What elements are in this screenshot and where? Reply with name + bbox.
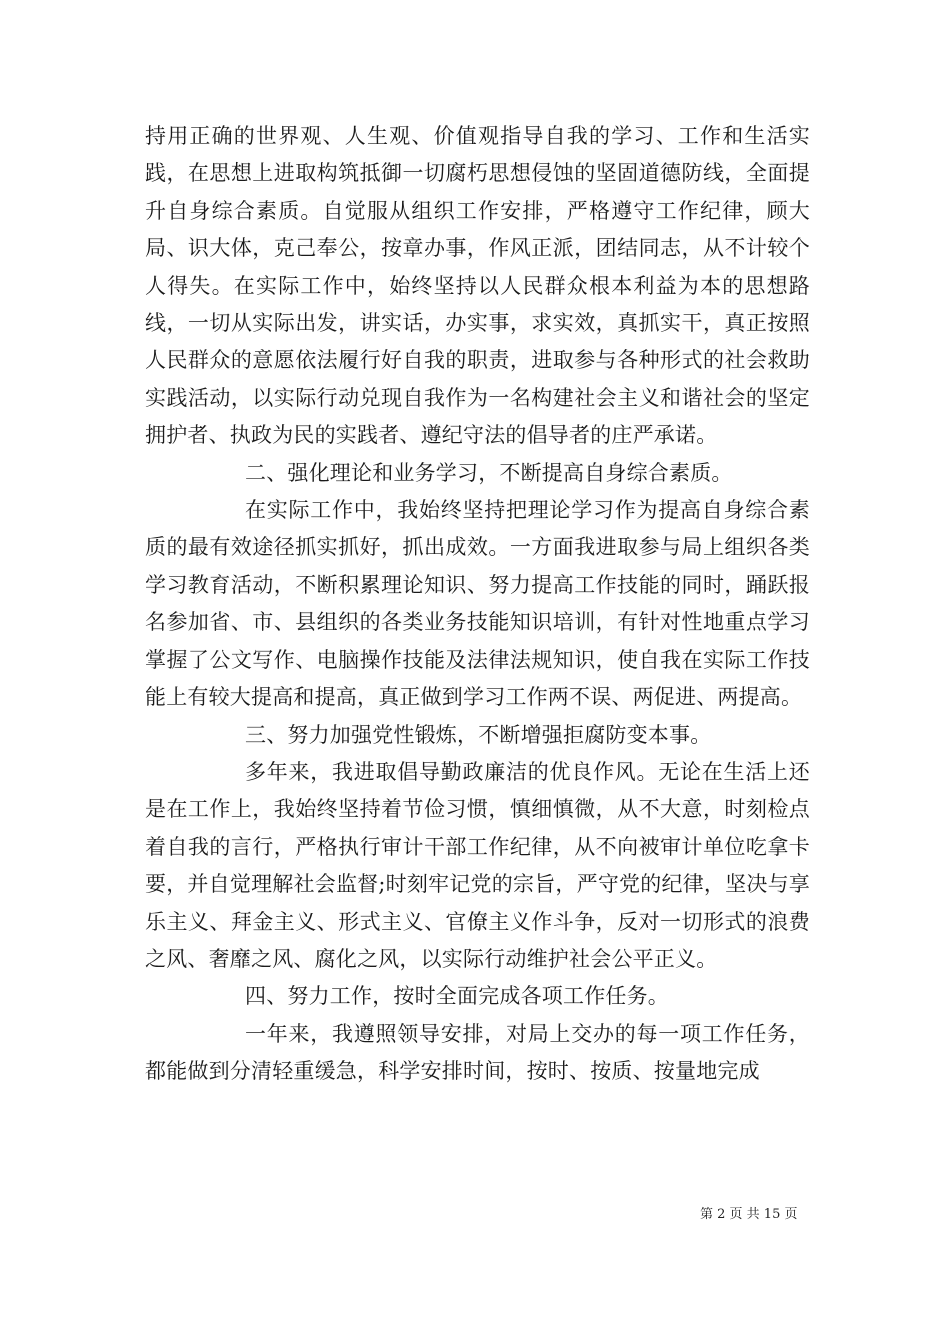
page-number-footer: 第 2 页 共 15 页 [700,1207,798,1222]
section-heading-3: 三、努力加强党性锻炼，不断增强拒腐防变本事。 [245,722,712,747]
paragraph-continuation: 持用正确的世界观、人生观、价值观指导自我的学习、工作和生活实践，在思想上进取构筑抵御一切腐朽思想侵蚀的坚固道德防线，全面提升自身综合素质。自觉服从组织工作安排，严格遵守工作纪律，顾大局、识大体，克己奉公，按章办事，作风正派，团结同志，从不计较个人得失。在实际工作中，始终坚持以人民群众根本利益为本的思想路线，一切从实际出发，讲实话，办实事，求实效，真抓实干，真正按照人民群众的意愿依法履行好自我的职责，进取参与各种形式的社会救助实践活动，以实际行动兑现自我作为一名构建社会主义和谐社会的坚定拥护者、执政为民的实践者、遵纪守法的倡导者的庄严承诺。 [145,124,810,448]
document-body [145,118,810,1091]
paragraph-integrity: 多年来，我进取倡导勤政廉洁的优良作风。无论在生活上还是在工作上，我始终坚持着节俭习惯，慎细慎微，从不大意，时刻检点着自我的言行，严格执行审计干部工作纪律，从不向被审计单位吃拿卡要，并自觉理解社会监督;时刻牢记党的宗旨，严守党的纪律，坚决与享乐主义、拜金主义、形式主义、官僚主义作斗争，反对一切形式的浪费之风、奢靡之风、腐化之风，以实际行动维护社会公平正义。 [145,759,810,971]
section-heading-4: 四、努力工作，按时全面完成各项工作任务。 [245,984,669,1009]
paragraph-work-tasks: 一年来，我遵照领导安排，对局上交办的每一项工作任务，都能做到分清轻重缓急，科学安排时间，按时、按质、按量地完成 [145,1021,810,1084]
paragraph-study: 在实际工作中，我始终坚持把理论学习作为提高自身综合素质的最有效途径抓实抓好，抓出成效。一方面我进取参与局上组织各类学习教育活动，不断积累理论知识、努力提高工作技能的同时，踊跃报名参加省、市、县组织的各类业务技能知识培训，有针对性地重点学习掌握了公文写作、电脑操作技能及法律法规知识，使自我在实际工作技能上有较大提高和提高，真正做到学习工作两不误、两促进、两提高。 [145,498,810,710]
section-heading-2: 二、强化理论和业务学习，不断提高自身综合素质。 [245,460,733,485]
